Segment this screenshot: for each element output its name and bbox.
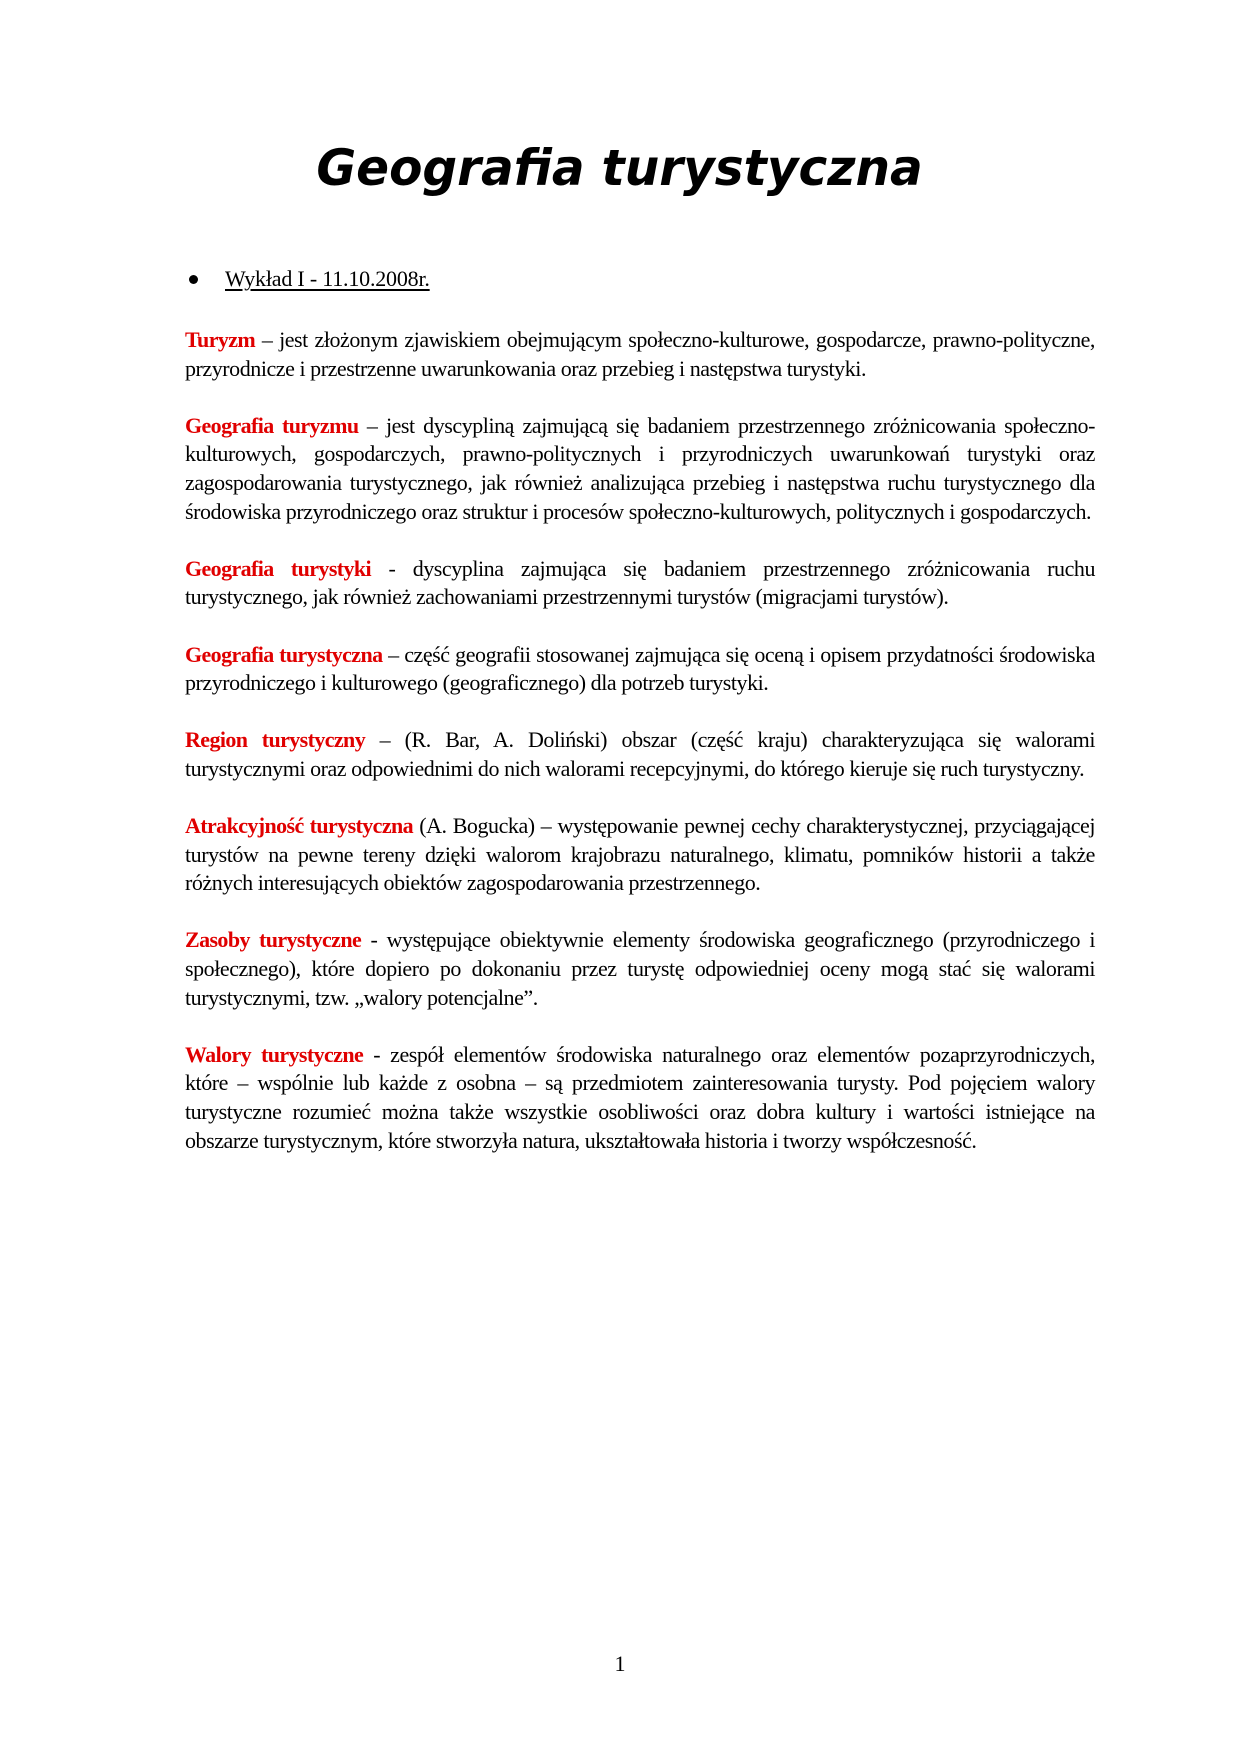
definition-term: Geografia turystyczna [185,641,383,667]
definition-term: Geografia turystyki [185,555,372,581]
definition-zasoby-turystyczne [185,926,1095,1012]
page-title-text: Geografia turystyczna [316,139,924,197]
definitions-list [185,326,1095,1184]
definition-term: Zasoby turystyczne [185,927,362,953]
definition-turyzm [185,326,1095,383]
definition-term: Walory turystyczne [185,1041,364,1067]
definition-geografia-turyzmu [185,412,1095,526]
definition-term: Region turystyczny [185,727,366,753]
lecture-heading [186,265,430,293]
definition-text: - dyscyplina zajmująca się badaniem przestrzennego zróżnicowania ruchu turystycznego, jak również zachowaniami przestrzennymi turystów (migracjami turystów). [185,555,1096,610]
definition-atrakcyjnosc-turystyczna [185,812,1095,898]
bullet-icon [189,275,198,284]
definition-term: Turyzm [185,327,256,352]
definition-term: Atrakcyjność turystyczna [185,813,414,839]
definition-text: - występujące obiektywnie elementy środowiska geograficznego (przyrodniczego i społecznego), które dopiero po dokonaniu przez turystę odpowiedniej oceny mogą stać się walorami turystycznymi, tzw. „walory potencjalne”. [185,927,1095,1010]
definition-walory-turystyczne [185,1041,1095,1155]
page-title [0,135,1240,201]
definition-geografia-turystyki [185,555,1095,612]
lecture-label: Wykład I - 11.10.2008r. [225,266,430,291]
definition-term: Geografia turyzmu [185,412,359,438]
definition-text: – jest dyscypliną zajmującą się badaniem przestrzennego zróżnicowania społeczno-kulturowych, gospodarczych, prawno-politycznych i przyrodniczych uwarunkowań turystyki oraz zagospodarowania turystycznego, jak również analizująca przebieg i następstwa ruchu turystycznego dla środowiska przyrodniczego oraz struktur i procesów społeczno-kulturowych, politycznych i gospodarczych. [185,412,1095,524]
definition-text: - zespół elementów środowiska naturalnego oraz elementów pozaprzyrodniczych, które – wspólnie lub każde z osobna – są przedmiotem zainteresowania turysty. Pod pojęciem walory turystyczne rozumieć można także wszystkie osobliwości oraz dobra kultury i wartości istniejące na obszarze turystycznym, które stworzyła natura, ukształtowała historia i tworzy współczesność. [185,1041,1096,1153]
definition-text: – jest złożonym zjawiskiem obejmującym społeczno-kulturowe, gospodarcze, prawno-polityczne, przyrodnicze i przestrzenne uwarunkowania oraz przebieg i następstwa turystyki. [185,327,1095,381]
definition-region-turystyczny [185,726,1095,783]
definition-geografia-turystyczna [185,641,1095,698]
page-number: 1 [614,1651,626,1676]
definition-text: (A. Bogucka) – występowanie pewnej cechy charakterystycznej, przyciągającej turystów na pewne tereny dzięki walorom krajobrazu naturalnego, klimatu, pomników historii a także różnych interesujących obiektów zagospodarowania przestrzennego. [185,813,1095,896]
definition-text: – (R. Bar, A. Doliński) obszar (część kraju) charakteryzująca się walorami turystycznymi oraz odpowiednimi do nich walorami recepcyjnymi, do którego kieruje się ruch turystyczny. [185,727,1096,781]
definition-text: – część geografii stosowanej zajmująca się oceną i opisem przydatności środowiska przyrodniczego i kulturowego (geograficznego) dla potrzeb turystyki. [185,641,1095,696]
